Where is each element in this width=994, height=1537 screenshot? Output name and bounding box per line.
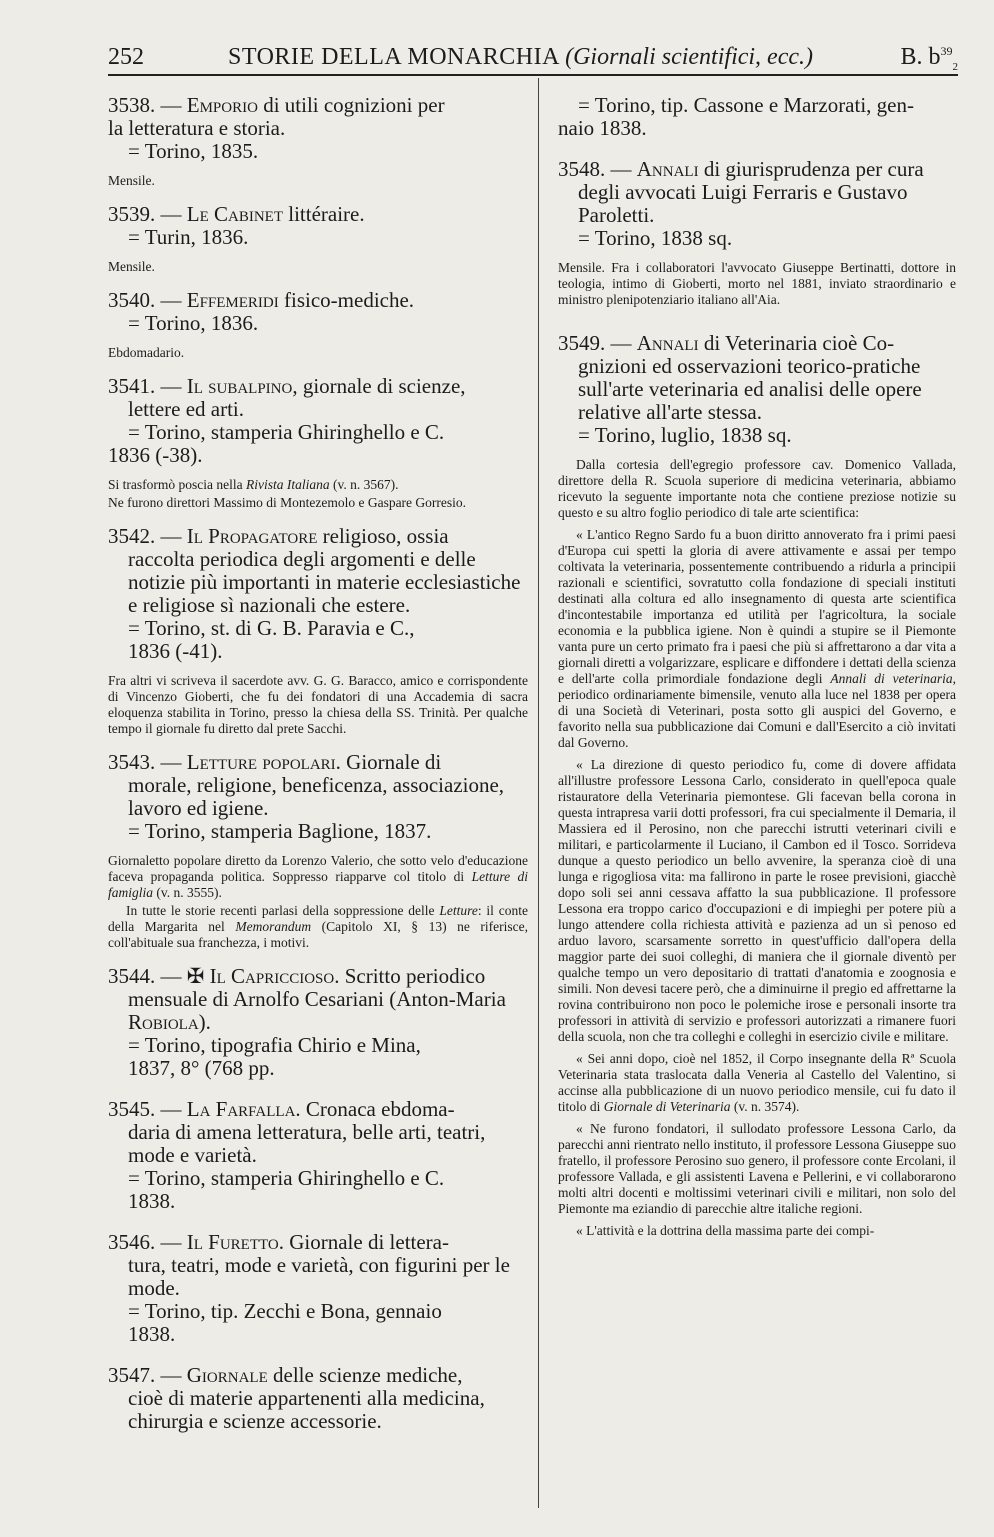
entry-heading (108, 203, 528, 226)
entry-3545 (108, 1098, 528, 1231)
entry-imprint-date: 1838. (128, 1189, 176, 1213)
entry-note (108, 477, 528, 493)
entry-title: La Farfalla. (186, 1097, 301, 1121)
entry-number: 3546. — (108, 1230, 182, 1254)
entry-title-rest: Cronaca ebdoma- (300, 1097, 455, 1121)
entry-number: 3542. — (108, 524, 182, 548)
right-column (558, 94, 956, 1239)
entry-heading (558, 158, 956, 181)
entry-heading (108, 1098, 528, 1121)
spacer (108, 1080, 528, 1098)
note-italic: Giornale di Veterinaria (603, 1099, 731, 1114)
entry-imprint: = Torino, stamperia Ghiringhello e C. (128, 1166, 445, 1190)
note-text: (v. n. 3555). (153, 885, 222, 900)
entry-note-quote: « La direzione di questo periodico fu, come di dovere affidata all'illustre professore Lessona Carlo, considerato in quell'epoca quale ristauratore della Veterinaria piemontese. Gli facevan bella corona in questa intrapresa varii dotti professori, fra cui specialmente il Demaria, il Massiera ed il Perosino, non che parecchi istrutti veterinari civili e militari, e particolarmente il Luciano, il Cambon ed il Tosco. Sorrideva dunque a questo periodico un bello avvenire, la speranza cioè di una lunga e rigogliosa vita: ma fallirono in parte le rosee previsioni, giacchè dopo soli sei anni cessava affatto la sua pubblicazione. Il professore Lessona era troppo carico d'occupazioni e di impieghi per potere più a lungo attendere colla richiesta attività e pazienza ad un sì penoso ed arduo lavoro, scarsamente sorretto in quest'ufficio dall'opera della maggior parte dei suoi colleghi, di maniera che il giornale diventò per qualche tempo un vero depositario di trattati d'anatomia e zoognosia e simili. Non devesi tacere però, che a diminuirne il pregio ed affrettarne la rovina contribuirono non poco le polemiche irose e personali insorte tra professori in attività di servizio e professori autorizzati a rimanere fuori della scuola, non che tra colleghi e colleghi in esercizio civile e militare. (558, 757, 956, 1044)
entry-imprint-date: 1836 (-41). (128, 639, 223, 663)
entry-title: Il Propagatore (186, 524, 318, 548)
entry-title-line2: la letteratura e storia. (108, 116, 286, 140)
entry-note: Ebdomadario. (108, 345, 185, 360)
entry-title: Il Furetto. (186, 1230, 284, 1254)
entry-number: 3548. — (558, 157, 632, 181)
entry-heading (108, 94, 528, 117)
running-header (108, 40, 958, 76)
entry-imprint-date: naio 1838. (558, 116, 647, 140)
entry-heading (108, 1364, 528, 1387)
entry-heading (108, 1231, 528, 1254)
note-text: Giornaletto popolare diretto da Lorenzo Valerio, che sotto velo d'educazione faceva propaganda politica. Soppresso riapparve col titolo di (108, 853, 528, 884)
entry-title-rest: Giornale di (340, 750, 442, 774)
entry-title-rest: giornale di scienze, (297, 374, 466, 398)
entry-note: Mensile. Fra i collaboratori l'avvocato Giuseppe Bertinatti, dottore in teologia, intimo di Gioberti, morto nel 1881, inviato straordinario e ministro plenipotenziario italiano all'Aia. (558, 260, 956, 307)
entry-imprint: = Torino, tip. Zecchi e Bona, gennaio (128, 1299, 442, 1323)
note-text: « Sei anni dopo, cioè nel 1852, il Corpo insegnante della Rª Scuola Veterinaria stata traslocata dalla Veneria al Castello del Valentino, si accinse alla pubblicazione di un nuovo periodico mensile, cui fu dato il titolo di (558, 1051, 956, 1114)
entry-note-quote (558, 1051, 956, 1115)
note-italic: Memorandum (235, 919, 312, 934)
entry-note-quote (558, 527, 956, 751)
entry-author: Robiola (128, 1010, 199, 1034)
entry-title-body: gnizioni ed osservazioni teorico-pratiche sull'arte veterinaria ed analisi delle opere relative all'arte stessa. (578, 354, 922, 424)
signature-mark (900, 44, 958, 73)
entry-imprint: = Torino, 1835. (128, 139, 259, 163)
entry-number: 3540. — (108, 288, 182, 312)
entry-title-rest: di Veterinaria cioè Co- (698, 331, 895, 355)
entry-3542 (108, 525, 528, 737)
entry-heading (108, 289, 528, 312)
entry-note: Mensile. (108, 259, 155, 274)
entry-imprint: = Torino, stamperia Ghiringhello e C. (128, 420, 445, 444)
entry-title: Il subalpino, (186, 374, 298, 398)
entry-imprint: = Torino, tipografia Chirio e Mina, (128, 1033, 421, 1057)
entry-number: 3538. — (108, 93, 182, 117)
entry-note-quote: « Ne furono fondatori, il sullodato professore Lessona Carlo, da parecchi anni rientrato nello instituto, il professore Lessona Giuseppe suo fratello, il professore Perosino suo genero, il professore conte Ercolani, il professore Vallada, e gli assistenti Lavena e Pellerini, e vi collaborarono molti altri docenti e moltissimi veterinari civili e militari, non solo del Piemonte ma eziandio di parecchie altre italiche regioni. (558, 1121, 956, 1216)
entry-title-body (108, 988, 528, 1034)
entry-title-body: degli avvocati Luigi Ferraris e Gustavo Paroletti. (578, 180, 908, 227)
entry-3540 (108, 289, 528, 361)
entry-3538 (108, 94, 528, 189)
entry-3543 (108, 751, 528, 951)
note-text: (v. n. 3574). (730, 1099, 800, 1114)
entry-3549 (558, 332, 956, 1239)
entry-title-rest: delle scienze mediche, (267, 1363, 463, 1387)
entry-imprint-date: 1838. (128, 1322, 176, 1346)
entry-heading (108, 751, 528, 774)
note-text: : il conte della Margarita nel (108, 903, 528, 934)
running-title (228, 44, 813, 71)
entry-body-text: ). (198, 1010, 211, 1034)
note-italic: Letture di famiglia (108, 869, 529, 900)
note-text: Si trasformò poscia nella (108, 477, 246, 492)
entry-title-rest: littéraire. (283, 202, 365, 226)
entry-title: Letture popolari. (186, 750, 341, 774)
entry-imprint-date: 1837, 8° (768 pp. (128, 1056, 275, 1080)
signature-sup: 39 (940, 44, 953, 58)
entry-title: Emporio (186, 93, 258, 117)
entry-number: 3543. — (108, 750, 182, 774)
entry-3548 (558, 158, 956, 332)
note-text: (v. n. 3567). (329, 477, 399, 492)
entry-title: Effemeridi (186, 288, 279, 312)
entry-imprint: = Torino, st. di G. B. Paravia e C., (128, 616, 415, 640)
entry-title-rest: fisico-mediche. (278, 288, 415, 312)
entry-3547 (108, 1364, 528, 1433)
entry-note: Dalla cortesia dell'egregio professore cav. Domenico Vallada, direttore della R. Scuola superiore di medicina veterinaria, abbiamo ricevuto la seguente importante nota che contiene preziose notizie su questo e su altro foglio periodico di tale arte scientifica: (558, 457, 956, 520)
entry-number: 3539. — (108, 202, 182, 226)
entry-imprint: = Torino, luglio, 1838 sq. (578, 423, 792, 447)
page-number: 252 (108, 44, 144, 70)
entry-title-rest: di utili cognizioni per (257, 93, 445, 117)
entry-note (108, 903, 528, 951)
entry-imprint-date: 1836 (-38). (108, 443, 203, 467)
entry-imprint: = Torino, 1838 sq. (578, 226, 733, 250)
note-text: , periodico ordinariamente bimensile, venuto alla luce nel 1838 per opera di una Società di Veterinari, posta sotto gli auspici del Governo, e favorito nella sua pubblicazione dai Comuni e dall'Esercito a ciò invitati dal Governo. (558, 671, 956, 750)
entry-title-line2: lettere ed arti. (128, 397, 245, 421)
entry-number: 3549. — (558, 331, 632, 355)
entry-heading (108, 375, 528, 398)
signature-text: B. b (900, 44, 941, 70)
entry-title: Annali (636, 157, 699, 181)
entry-note (108, 853, 528, 901)
entry-3547-continued (558, 94, 956, 158)
note-text: (Capitolo XI, § 13) ne riferisce, coll'abituale sua franchezza, i motivi. (108, 919, 528, 950)
entry-title-rest: di giurisprudenza per cura (698, 157, 924, 181)
note-text: « L'antico Regno Sardo fu a buon diritto annoverato fra i primi paesi d'Europa cui spetti la gloria di avere attivamente e assai per tempo coltivata la veterinaria, possentemente contribuendo a ridurla a principii razionali e scientifici, sovratutto colla fondazione di speciali instituti destinati alla coltura ed allo insegnamento di questa arte scientifica d'incontestabile importanza ed utilità per l'agricoltura, la sociale economia e la pubblica igiene. Non è quindi a stupire se il Piemonte vanta pure un certo primato fra i paesi che più si affrettarono a dar vita a giornali diretti a volgarizzare, esplicare e diffondere i dettati della scienza e dell'arte colla primordiale fondazione degli (558, 527, 956, 686)
entry-note: Mensile. (108, 173, 155, 188)
entry-title-rest: Giornale di lettera- (283, 1230, 449, 1254)
entry-3539 (108, 203, 528, 275)
entry-heading (108, 525, 528, 548)
spacer (558, 140, 956, 158)
entry-title-body: cioè di materie appartenenti alla medicina, chirurgia e scienze accessorie. (128, 1386, 485, 1433)
entry-3541 (108, 375, 528, 511)
entry-title: Il Capriccioso. (209, 964, 340, 988)
note-italic: Annali di veterinaria (830, 671, 953, 686)
entry-heading (108, 965, 528, 988)
left-column (108, 94, 528, 1433)
entry-note: Fra altri vi scriveva il sacerdote avv. G. G. Baracco, amico e corrispondente di Vincenzo Gioberti, che fu dei fondatori di una Accademia di sacra eloquenza stabilita in Torino, presso la chiesa della SS. Trinità. Per qualche tempo il giornale fu diretto dal prete Sacchi. (108, 673, 528, 736)
entry-number: 3544. — ✠ (108, 964, 205, 988)
note-text: In tutte le storie recenti parlasi della soppressione delle (126, 903, 440, 918)
signature-sub: 2 (952, 60, 958, 73)
entry-title-rest: Scritto periodico (339, 964, 486, 988)
entry-title-body: raccolta periodica degli argomenti e delle notizie più importanti in materie ecclesiastiche e religiose sì nazionali che estere. (128, 547, 521, 617)
entry-number: 3541. — (108, 374, 182, 398)
entry-imprint: = Turin, 1836. (128, 225, 249, 249)
entry-imprint: = Torino, 1836. (128, 311, 259, 335)
header-rule (108, 74, 958, 76)
running-title-italic: (Giornali scientifici, ecc.) (565, 44, 813, 70)
entry-title-rest: religioso, ossia (317, 524, 449, 548)
spacer (108, 1346, 528, 1364)
entry-heading (558, 332, 956, 355)
entry-3544 (108, 965, 528, 1098)
running-title-main: STORIE DELLA MONARCHIA (228, 44, 559, 70)
entry-3546 (108, 1231, 528, 1364)
entry-imprint: = Torino, stamperia Baglione, 1837. (128, 819, 432, 843)
entry-number: 3547. — (108, 1363, 182, 1387)
entry-note-quote: « L'attività e la dottrina della massima parte dei compi- (576, 1223, 875, 1238)
entry-title-body: daria di amena letteratura, belle arti, teatri, mode e varietà. (128, 1120, 486, 1167)
entry-note: Ne furono direttori Massimo di Montezemolo e Gaspare Gorresio. (108, 495, 467, 510)
entry-title: Giornale (186, 1363, 268, 1387)
note-italic: Rivista Italiana (245, 477, 330, 492)
note-italic: Letture (439, 903, 478, 918)
entry-number: 3545. — (108, 1097, 182, 1121)
entry-title: Annali (636, 331, 699, 355)
column-divider (538, 78, 539, 1508)
entry-title: Le Cabinet (186, 202, 283, 226)
entry-imprint: = Torino, tip. Cassone e Marzorati, gen- (578, 93, 914, 117)
spacer (108, 1213, 528, 1231)
entry-title-body: morale, religione, beneficenza, associazione, lavoro ed igiene. (128, 773, 505, 820)
entry-title-body: tura, teatri, mode e varietà, con figurini per le mode. (128, 1253, 510, 1300)
entry-body-text: mensuale di Arnolfo Cesariani (Anton-Maria (128, 987, 506, 1011)
